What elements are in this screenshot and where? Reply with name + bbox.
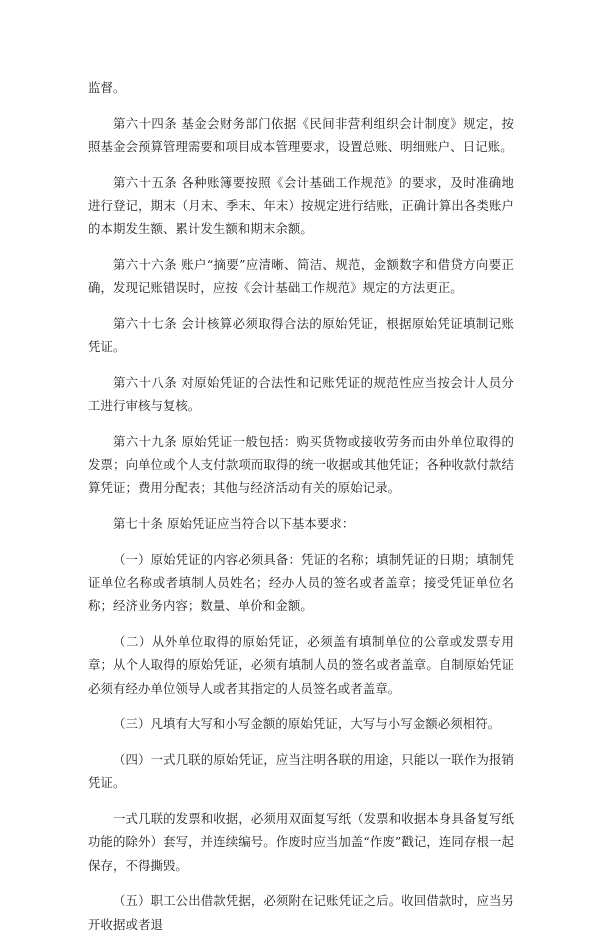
article-70-item-4-note: 一式几联的发票和收据，必须用双面复写纸（发票和收据本身具备复写纸功能的除外）套写，并连续编号。作废时应当加盖“作废”戳记，连同存根一起保存，不得撕毁。 (88, 811, 514, 873)
article-69: 第六十九条 原始凭证一般包括：购买货物或接收劳务而由外单位取得的发票；向单位或个人支付款项而取得的统一收据或其他凭证；各种收款付款结算凭证；费用分配表；其他与经济活动有关的原始记录。 (88, 434, 514, 496)
article-67: 第六十七条 会计核算必须取得合法的原始凭证，根据原始凭证填制记账凭证。 (88, 316, 514, 355)
article-70-item-5: （五）职工公出借款凭据，必须附在记账凭证之后。收回借款时，应当另开收据或者退 (88, 893, 514, 932)
article-70-item-3: （三）凡填有大写和小写金额的原始凭证，大写与小写金额必须相符。 (113, 716, 501, 732)
article-68: 第六十八条 对原始凭证的合法性和记账凭证的规范性应当按会计人员分工进行审核与复核。 (88, 375, 514, 414)
paragraph-continuation: 监督。 (88, 80, 126, 95)
article-70-item-1: （一）原始凭证的内容必须具备：凭证的名称；填制凭证的日期；填制凭证单位名称或者填制人员姓名；经办人员的签名或者盖章；接受凭证单位名称；经济业务内容；数量、单价和金额。 (88, 552, 514, 614)
article-70-item-2: （二）从外单位取得的原始凭证，必须盖有填制单位的公章或发票专用章；从个人取得的原始凭证，必须有填制人员的签名或者盖章。自制原始凭证必须有经办单位领导人或者其指定的人员签名或者盖章。 (88, 634, 514, 696)
article-64: 第六十四条 基金会财务部门依据《民间非营利组织会计制度》规定，按照基金会预算管理需要和项目成本管理要求，设置总账、明细账户、日记账。 (88, 115, 514, 154)
article-70: 第七十条 原始凭证应当符合以下基本要求： (113, 516, 355, 532)
article-70-item-4: （四）一式几联的原始凭证，应当注明各联的用途，只能以一联作为报销凭证。 (88, 752, 514, 791)
document-page (88, 76, 514, 936)
article-65: 第六十五条 各种账簿要按照《会计基础工作规范》的要求，及时准确地进行登记，期末（月末、季末、年末）按规定进行结账，正确计算出各类账户的本期发生额、累计发生额和期末余额。 (88, 174, 514, 237)
article-66: 第六十六条 账户“摘要”应清晰、简洁、规范，金额数字和借贷方向要正确，发现记账错误时，应按《会计基础工作规范》规定的方法更正。 (88, 257, 514, 296)
